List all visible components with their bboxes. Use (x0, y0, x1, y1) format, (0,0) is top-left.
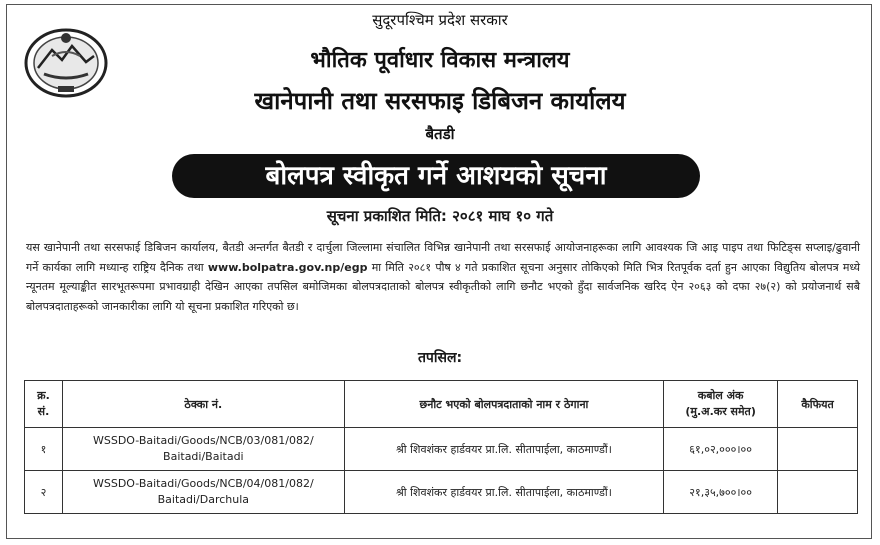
bidder-cell: श्री शिवशंकर हार्डवयर प्रा.लि. सीतापाईला, काठमाण्डौं। (344, 428, 663, 471)
tapsil-label: तपसिल: (417, 350, 463, 366)
sn-cell: २ (25, 471, 63, 514)
bolpatra-url: www.bolpatra.gov.np/egp (207, 260, 368, 274)
notice-title: बोलपत्र स्वीकृत गर्ने आशयको सूचना (172, 154, 700, 198)
bid-table (24, 380, 858, 514)
amount-cell: २१,३५,७००।०० (664, 471, 778, 514)
amount-header: कबोल अंक (मु.अ.कर समेत) (664, 381, 778, 428)
amount-cell: ६१,०२,०००।०० (664, 428, 778, 471)
contract-cell: WSSDO-Baitadi/Goods/NCB/04/081/082/ Baitadi/Darchula (62, 471, 344, 514)
table-header-row (25, 381, 858, 428)
notice-body (26, 238, 860, 316)
contract-cell: WSSDO-Baitadi/Goods/NCB/03/081/082/ Baitadi/Baitadi (62, 428, 344, 471)
sn-cell: १ (25, 428, 63, 471)
office-name: खानेपानी तथा सरसफाइ डिबिजन कार्यालय (254, 87, 626, 115)
government-name: सुदूरपश्चिम प्रदेश सरकार (372, 11, 508, 29)
notice-body-part1: यस खानेपानी तथा सरसफाई डिबिजन कार्यालय, बैतडी अन्तर्गत बैतडी र दार्चुला जिल्लामा संचालित विभिन्न खानेपानी तथा सरसफाई आयोजनाहरूका लागि आवश्यक जि आइ पाइप तथा फिटिङ्स सप्लाइ/ढुवानी गर्ने कार्यका लागि मध्यान्ह राष्ट्रिय दैनिक तथा (26, 241, 860, 274)
remarks-header: कैफियत (778, 381, 858, 428)
ministry-name: भौतिक पूर्वाधार विकास मन्त्रालय (310, 48, 570, 73)
table-row (25, 471, 858, 514)
sn-header: क्र. सं. (25, 381, 63, 428)
contract-header: ठेक्का नं. (62, 381, 344, 428)
publication-date: सूचना प्रकाशित मिति: २०८१ माघ १० गते (326, 207, 554, 225)
remarks-cell (778, 471, 858, 514)
bidder-cell: श्री शिवशंकर हार्डवयर प्रा.लि. सीतापाईला, काठमाण्डौं। (344, 471, 663, 514)
district-name: बैतडी (425, 125, 455, 143)
notice-body-part2: मा मिति २०८१ पौष ४ गते प्रकाशित सूचना अनुसार तोकिएको मिति भित्र रितपूर्वक दर्ता हुन आएका विद्युतिय बोलपत्र मध्ये न्यूनतम मूल्याङ्कीत सारभूतरूपमा प्रभावग्राही देखिन आएका तपसिल बमोजिमका बोलपत्रदाताको बोलपत्र स्वीकृतीको लागि छनौट भएको हुँदा सार्वजनिक खरिद ऐन २०६३ को दफा २७(२) को प्रयोजनार्थ सबै बोलपत्रदाताहरूको जानकारीका लागि यो सूचना प्रकाशित गरिएको छ। (26, 260, 860, 313)
table-row (25, 428, 858, 471)
remarks-cell (778, 428, 858, 471)
bidder-header: छनौट भएको बोलपत्रदाताको नाम र ठेगाना (344, 381, 663, 428)
